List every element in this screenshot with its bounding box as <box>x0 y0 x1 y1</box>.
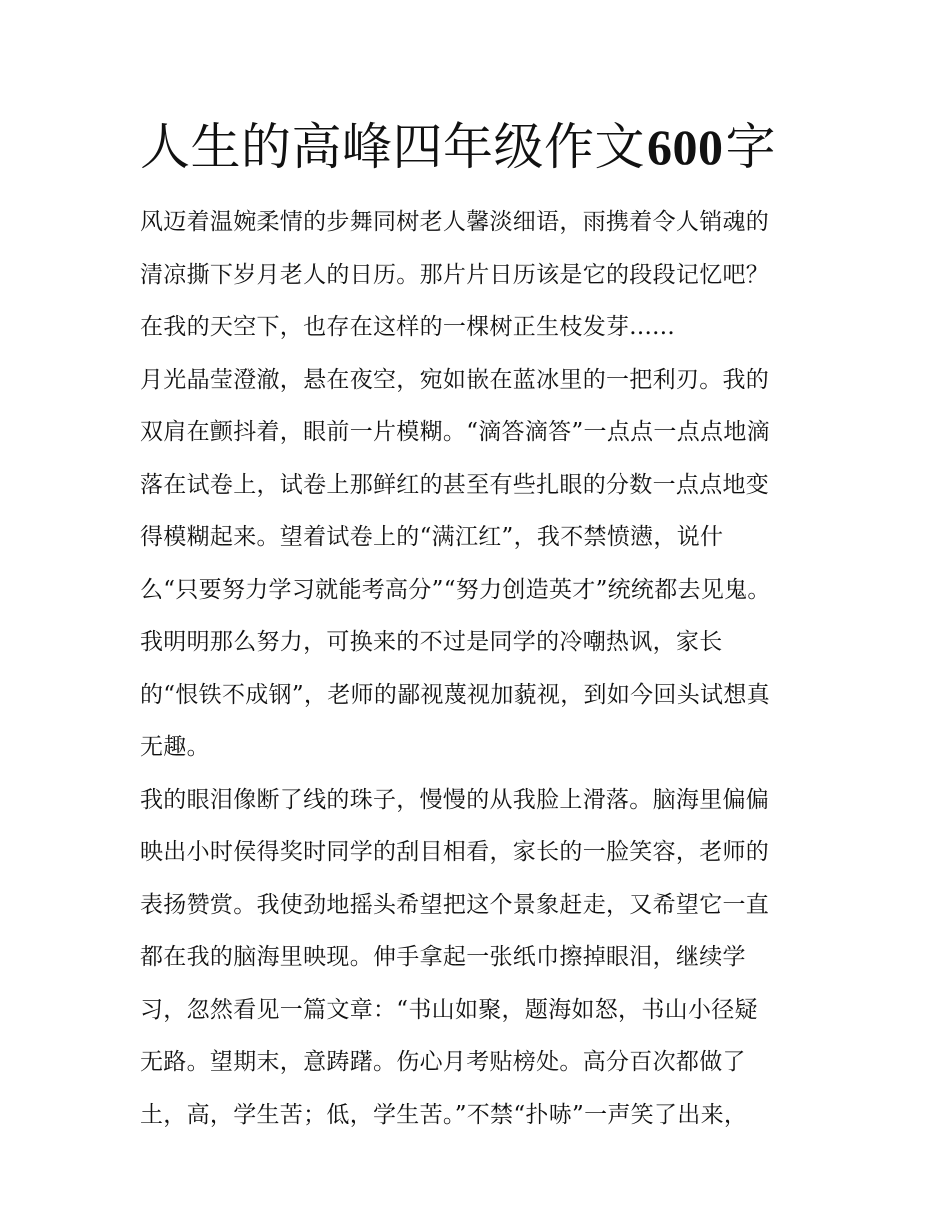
text-line: 落在试卷上，试卷上那鲜红的甚至有些扎眼的分数一点点地变 <box>140 471 770 498</box>
title-suffix-text: 字 <box>725 118 776 176</box>
text-line: 无路。望期末，意踌躇。伤心月考贴榜处。高分百次都做了 <box>140 1049 746 1075</box>
text-line: 都在我的脑海里映现。伸手拿起一张纸巾擦掉眼泪，继续学 <box>140 944 746 970</box>
text-line: 习，忽然看见一篇文章：“书山如聚，题海如怒，书山小径疑 <box>140 996 758 1023</box>
text-line: 表扬赞赏。我使劲地摇头希望把这个景象赶走，又希望它一直 <box>140 891 770 918</box>
text-line: 清凉撕下岁月老人的日历。那片片日历该是它的段段记忆吧？ <box>140 261 770 288</box>
text-line: 在我的天空下，也存在这样的一棵树正生枝发芽...... <box>140 314 675 340</box>
text-line: 的“恨铁不成钢”，老师的鄙视蔑视加藐视，到如今回头试想真 <box>140 681 770 708</box>
text-line: 得模糊起来。望着试卷上的“满江红”，我不禁愤懑，说什 <box>140 524 724 550</box>
text-line: 我明明那么努力，可换来的不过是同学的冷嘲热讽，家长 <box>140 629 723 655</box>
title-main-text: 人生的高峰四年级作文 <box>140 118 645 176</box>
text-line: 映出小时侯得奖时同学的刮目相看，家长的一脸笑容，老师的 <box>140 839 770 865</box>
text-line: 双肩在颤抖着，眼前一片模糊。“滴答滴答”一点点一点点地滴 <box>140 419 770 445</box>
document-title <box>140 112 840 182</box>
text-line: 风迈着温婉柔情的步舞同树老人馨淡细语，雨携着令人销魂的 <box>140 209 770 235</box>
text-line: 我的眼泪像断了线的珠子，慢慢的从我脸上滑落。脑海里偏偏 <box>140 786 770 813</box>
essay-body <box>140 196 820 1141</box>
text-line: 土，高，学生苦；低，学生苦。”不禁“扑哧”一声笑了出来， <box>140 1101 748 1128</box>
text-line: 无趣。 <box>140 734 210 760</box>
text-line: 么“只要努力学习就能考高分”“努力创造英才”统统都去见鬼。 <box>140 576 771 603</box>
text-line: 月光晶莹澄澈，悬在夜空，宛如嵌在蓝冰里的一把利刃。我的 <box>140 366 770 393</box>
title-number: 600 <box>647 119 724 175</box>
